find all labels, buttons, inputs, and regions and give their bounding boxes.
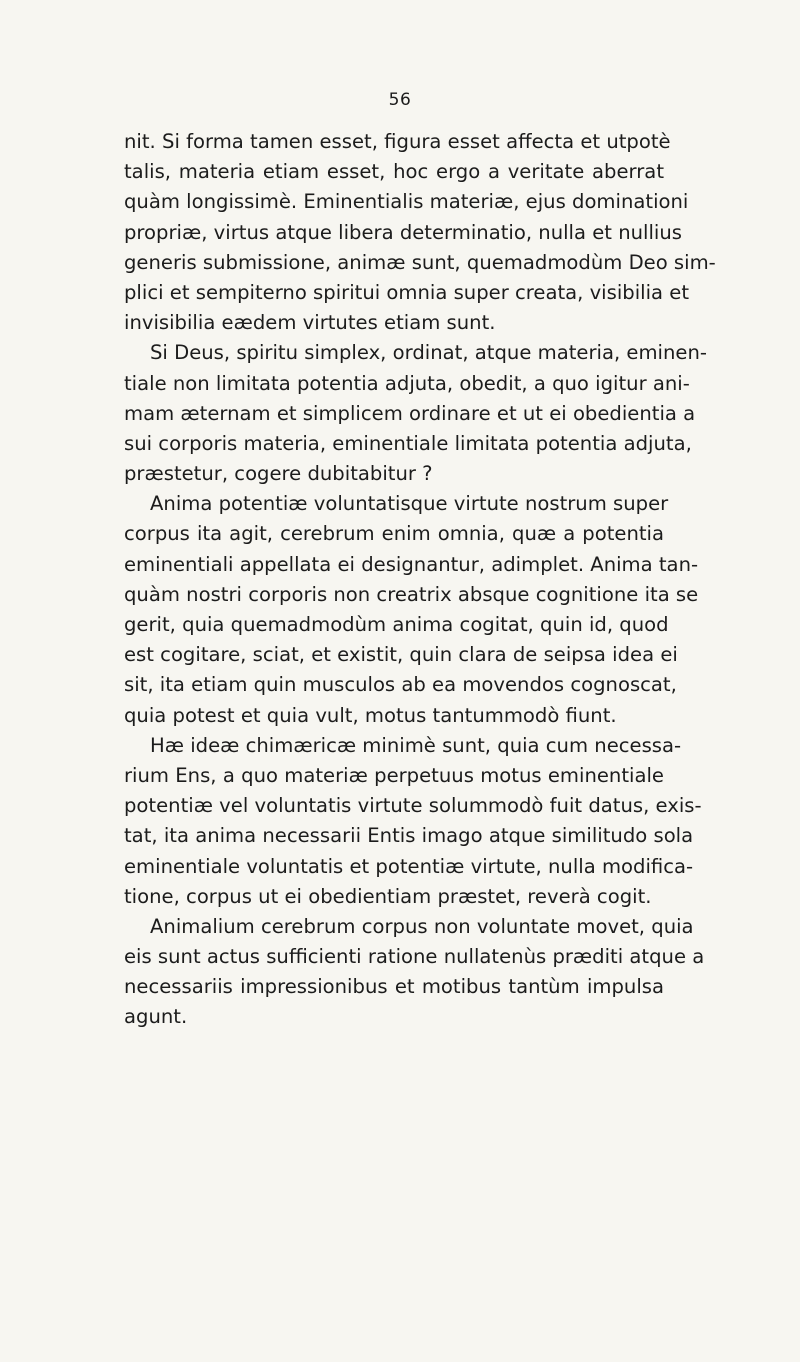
text-line: propriæ, virtus atque libera determinatio, nulla et nullius (124, 220, 683, 244)
text-line: sui corporis materia, eminentiale limitata potentia adjuta, (124, 431, 692, 455)
text-line: invisibilia eædem virtutes etiam sunt. (124, 311, 496, 335)
text-line: tiale non limitata potentia adjuta, obedit, a quo igitur ani- (124, 371, 690, 395)
text-line: rium Ens, a quo materiæ perpetuus motus eminentiale (124, 763, 664, 787)
text-line: generis submissione, animæ sunt, quemadmodùm Deo sim- (124, 250, 716, 274)
text-line: Hæ ideæ chimæricæ minimè sunt, quia cum necessa- (150, 733, 682, 757)
text-line: gerit, quia quemadmodùm anima cogitat, quin id, quod (124, 613, 669, 636)
page-number: 56 (388, 90, 412, 110)
text-line: Animalium cerebrum corpus non voluntate movet, quia (150, 914, 694, 938)
text-line: talis, materia etiam esset, hoc ergo a veritate aberrat (124, 160, 664, 184)
text-line: quia potest et quia vult, motus tantummodò fiunt. (124, 703, 617, 727)
text-line: potentiæ vel voluntatis virtute solummodò fuit datus, exis- (124, 794, 702, 818)
text-line: sit, ita etiam quin musculos ab ea movendos cognoscat, (124, 673, 677, 697)
body-text (124, 127, 716, 1033)
text-line: mam æternam et simplicem ordinare et ut ei obedientia a (124, 401, 696, 425)
text-line: agunt. (124, 1005, 188, 1029)
text-line: quàm longissimè. Eminentialis materiæ, ejus dominationi (124, 190, 689, 214)
text-line: tione, corpus ut ei obedientiam præstet, reverà cogit. (124, 884, 652, 908)
text-line: Anima potentiæ voluntatisque virtute nostrum super (150, 492, 669, 516)
text-line: nit. Si forma tamen esset, figura esset affecta et utpotè (124, 130, 671, 153)
text-line: præstetur, cogere dubitabitur ? (124, 462, 433, 486)
text-line: eis sunt actus sufficienti ratione nullatenùs præditi atque a (124, 945, 705, 969)
text-line: Si Deus, spiritu simplex, ordinat, atque materia, eminen- (150, 341, 707, 365)
text-line: corpus ita agit, cerebrum enim omnia, quæ a potentia (124, 522, 664, 546)
text-line: est cogitare, sciat, et existit, quin clara de seipsa idea ei (124, 643, 678, 667)
text-line: eminentiale voluntatis et potentiæ virtute, nulla modifica- (124, 854, 694, 878)
text-line: plici et sempiterno spiritui omnia super creata, visibilia et (124, 280, 690, 304)
text-line: tat, ita anima necessarii Entis imago atque similitudo sola (124, 824, 694, 848)
text-line: necessariis impressionibus et motibus tantùm impulsa (124, 975, 664, 999)
text-line: quàm nostri corporis non creatrix absque cognitione ita se (124, 582, 699, 606)
text-line: eminentiali appellata ei designantur, adimplet. Anima tan- (124, 552, 699, 576)
